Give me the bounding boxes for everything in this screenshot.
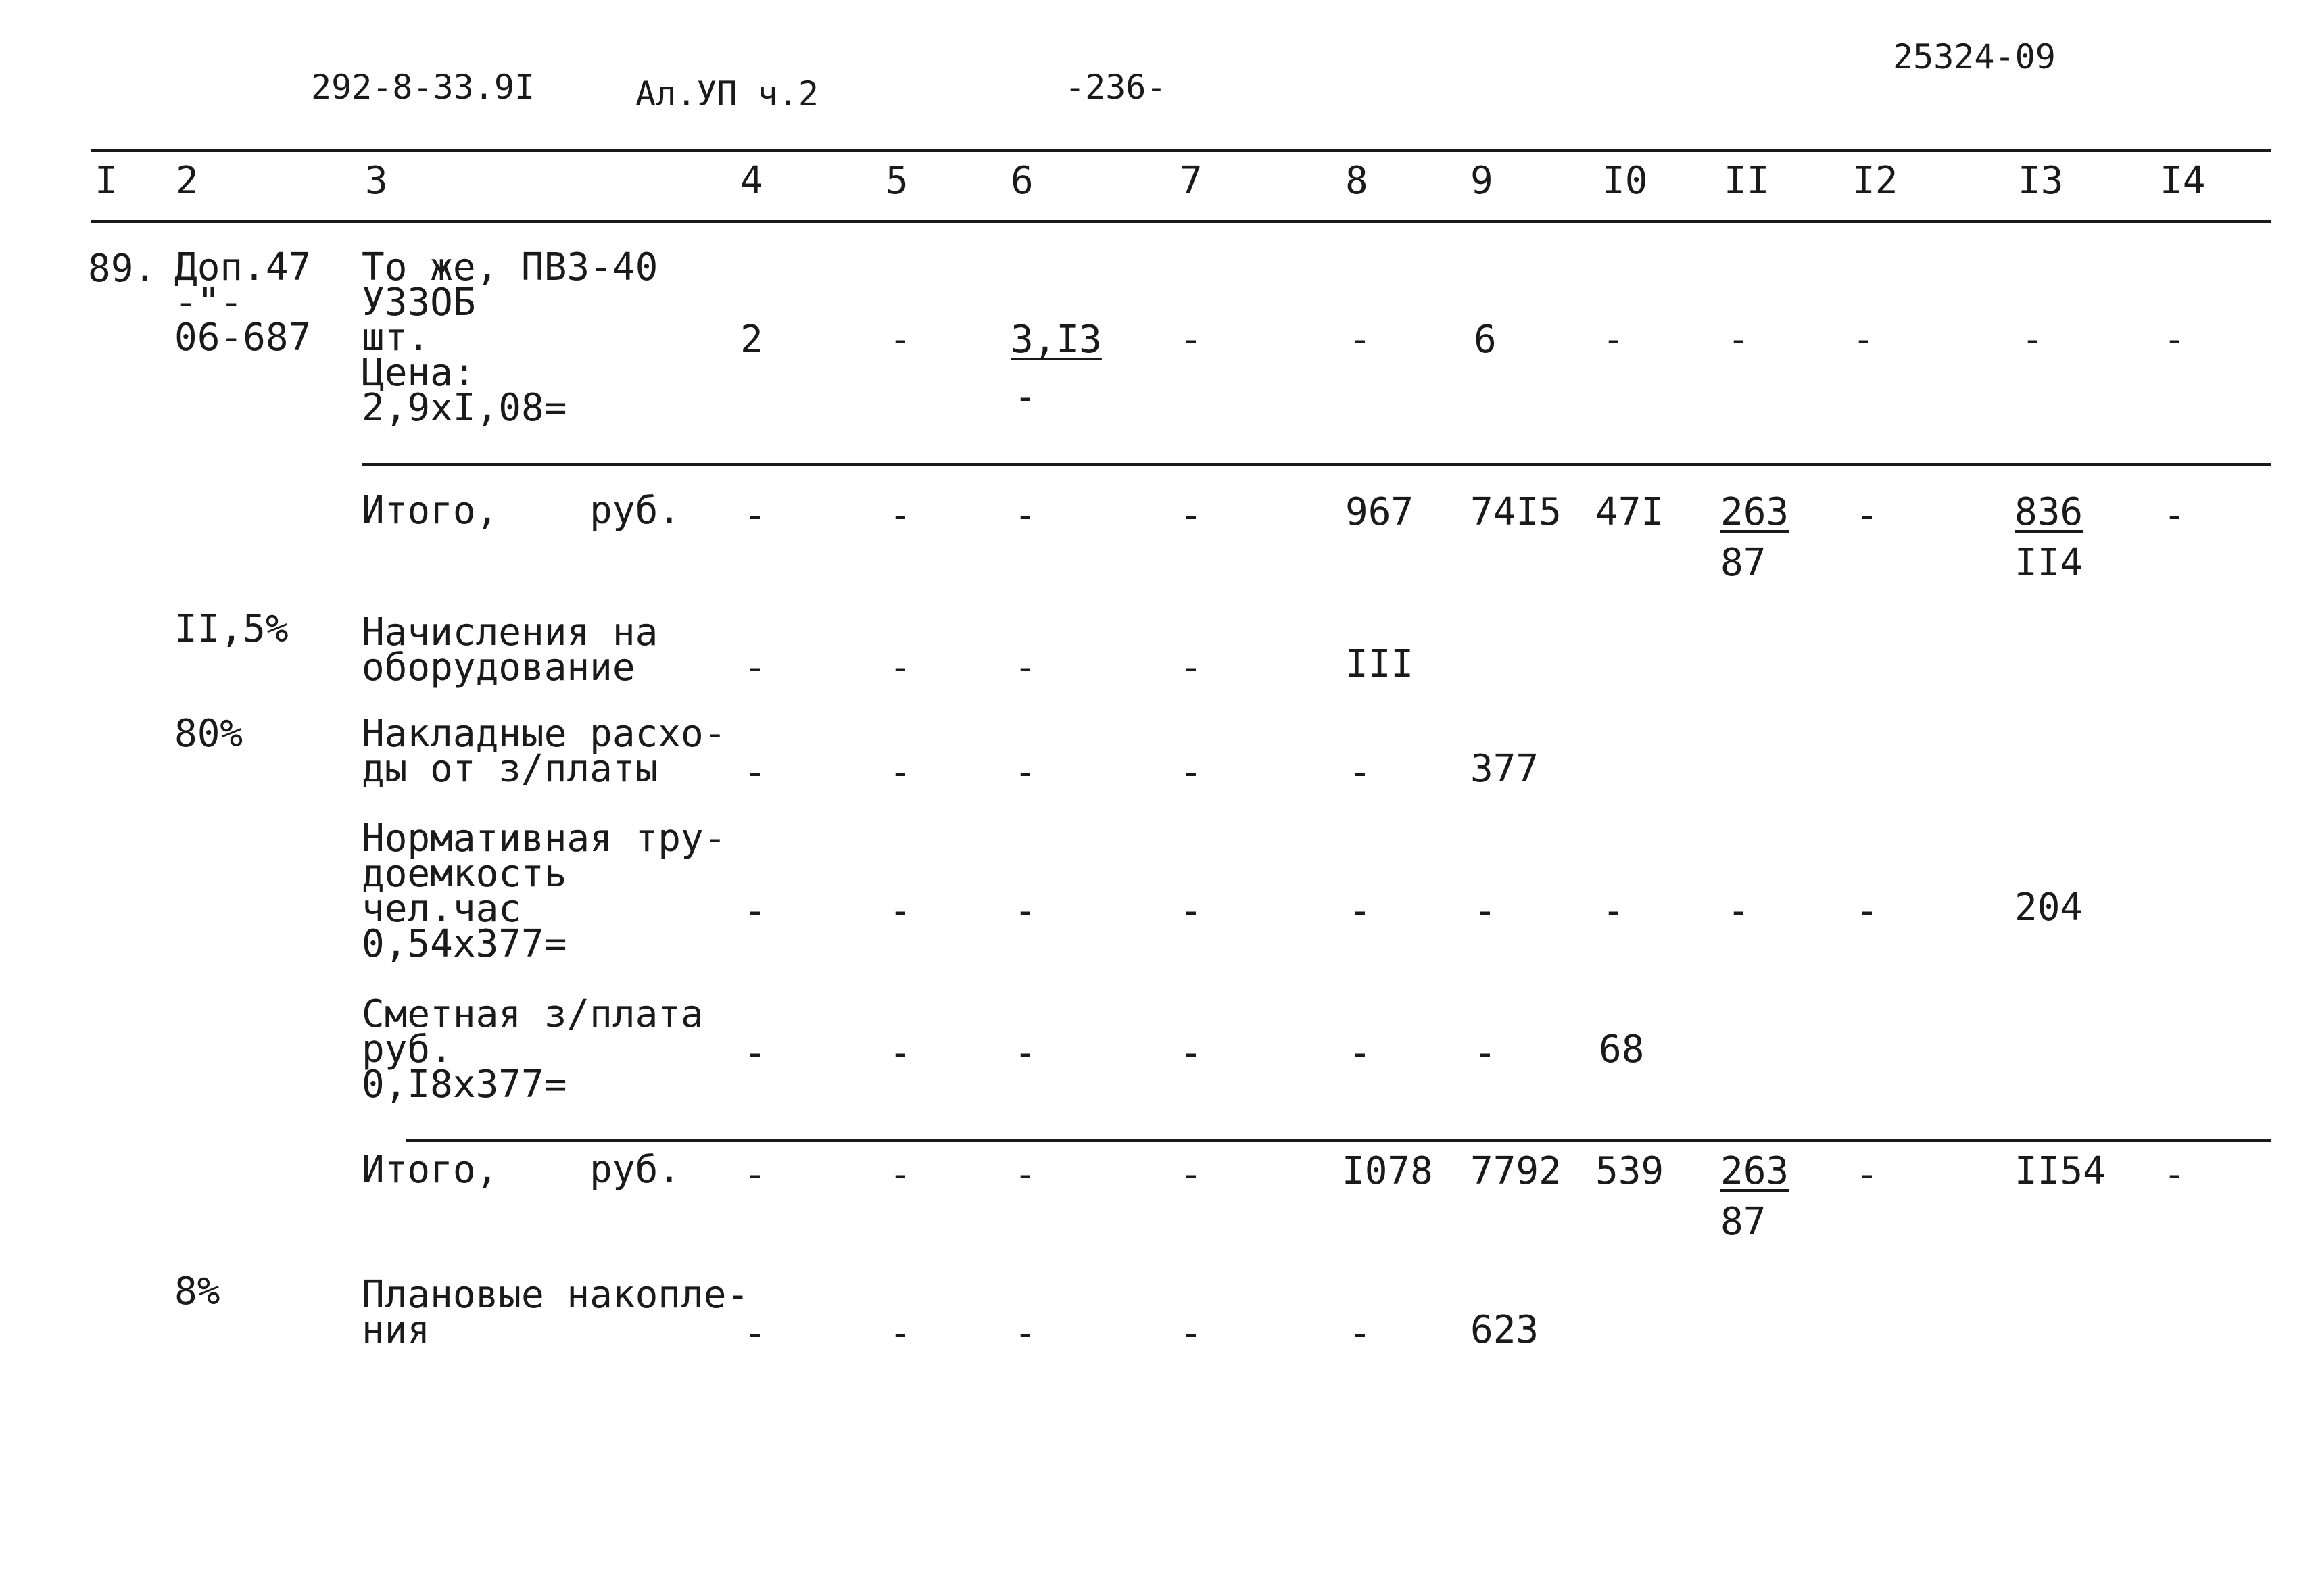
cell-col8: I078	[1342, 1149, 1433, 1193]
cell-col5: -	[889, 750, 912, 794]
cell-col11-denominator: 87	[1720, 541, 1766, 585]
cell-col7: -	[1180, 646, 1203, 690]
cell-col11: -	[1727, 889, 1750, 933]
cell-col12: -	[1856, 1153, 1879, 1196]
row-description: Начисления на оборудование	[362, 610, 658, 690]
cell-col5: -	[889, 493, 912, 537]
cell-col10: 68	[1599, 1027, 1645, 1071]
cell-col8: -	[1349, 889, 1372, 933]
subtotal-rule	[362, 463, 2271, 466]
header-bottom-rule	[91, 220, 2271, 223]
cell-col13: -	[2021, 318, 2044, 362]
cell-col6: -	[1014, 646, 1037, 690]
album-label: Ал.УП ч.2	[635, 74, 819, 114]
cell-col14: -	[2163, 318, 2186, 362]
col-header-1: I	[95, 159, 118, 203]
cell-col12: -	[1856, 889, 1879, 933]
cell-col5: -	[889, 646, 912, 690]
cell-col7: -	[1180, 889, 1203, 933]
archive-number: 25324-09	[1893, 37, 2056, 76]
cell-col12: -	[1856, 493, 1879, 537]
cell-col4: -	[744, 493, 767, 537]
col-header-6: 6	[1011, 159, 1034, 203]
col-header-12: I2	[1852, 159, 1898, 203]
cell-col4: -	[744, 1311, 767, 1355]
cell-col6: 3,I3	[1011, 318, 1102, 362]
row-description: Плановые накопле- ния	[362, 1273, 750, 1352]
page-number: -236-	[1065, 68, 1167, 107]
col-header-9: 9	[1470, 159, 1493, 203]
cell-col4: -	[744, 1031, 767, 1075]
cell-col7: -	[1180, 1153, 1203, 1196]
col-header-4: 4	[740, 159, 763, 203]
row-description: Нормативная тру- доемкость чел.час 0,54х377=	[362, 817, 727, 966]
cell-col9: 6	[1474, 318, 1497, 362]
cell-col5: -	[889, 1031, 912, 1075]
cell-col9: 7792	[1470, 1149, 1562, 1193]
col-header-3: 3	[365, 159, 388, 203]
table-top-rule	[91, 149, 2271, 152]
cell-col7: -	[1180, 493, 1203, 537]
cell-col9: 74I5	[1470, 490, 1562, 534]
cell-col6: -	[1014, 1031, 1037, 1075]
cell-col5: -	[889, 1153, 912, 1196]
col-header-10: I0	[1602, 159, 1648, 203]
cell-col8: -	[1349, 1311, 1372, 1355]
cell-col7: -	[1180, 1031, 1203, 1075]
total-rule	[406, 1139, 2271, 1142]
cell-col6: -	[1014, 889, 1037, 933]
row-description: Итого, руб.	[362, 1148, 681, 1192]
cell-col13: 204	[2015, 886, 2083, 929]
col-header-11: II	[1724, 159, 1770, 203]
cell-col10: 47I	[1595, 490, 1664, 534]
row-basis: 80%	[174, 712, 243, 756]
cell-col4: 2	[740, 318, 763, 362]
cell-col9: -	[1474, 889, 1497, 933]
cell-col9: 623	[1470, 1308, 1539, 1352]
col-header-13: I3	[2018, 159, 2064, 203]
cell-col11-numerator: 263	[1720, 490, 1789, 534]
cell-col6: -	[1014, 493, 1037, 537]
cell-col7: -	[1180, 1311, 1203, 1355]
cell-col11-denominator: 87	[1720, 1200, 1766, 1244]
row-description: То же, ПВЗ-40 УЗЗОБ шт. Цена: 2,9хI,08=	[362, 245, 658, 430]
col-header-8: 8	[1345, 159, 1368, 203]
cell-col13-numerator: 836	[2015, 490, 2083, 534]
row-basis: II,5%	[174, 607, 289, 651]
col-header-2: 2	[176, 159, 199, 203]
col-header-7: 7	[1180, 159, 1203, 203]
cell-col8: III	[1345, 642, 1414, 686]
row-description: Сметная з/плата руб. 0,I8х377=	[362, 992, 704, 1107]
cell-col5: -	[889, 1311, 912, 1355]
row-number: 89.	[88, 247, 157, 291]
col-header-14: I4	[2160, 159, 2206, 203]
cell-col4: -	[744, 889, 767, 933]
cell-col6: -	[1014, 750, 1037, 794]
cell-col6-bottom: -	[1014, 375, 1037, 419]
cell-col4: -	[744, 1153, 767, 1196]
cell-col8: 967	[1345, 490, 1414, 534]
cell-col5: -	[889, 889, 912, 933]
cell-col4: -	[744, 750, 767, 794]
cell-col6: -	[1014, 1311, 1037, 1355]
cell-col14: -	[2163, 493, 2186, 537]
cell-col9: -	[1474, 1031, 1497, 1075]
cell-col13-denominator: II4	[2015, 541, 2083, 585]
row-basis: 8%	[174, 1269, 220, 1313]
cell-col10: -	[1602, 318, 1625, 362]
cell-col7: -	[1180, 750, 1203, 794]
cell-col12: -	[1852, 318, 1875, 362]
document-code: 292-8-33.9I	[311, 68, 535, 107]
col-header-5: 5	[886, 159, 909, 203]
cell-col9: 377	[1470, 747, 1539, 791]
cell-col10: 539	[1595, 1149, 1664, 1193]
row-description: Итого, руб.	[362, 489, 681, 533]
cell-col11: -	[1727, 318, 1750, 362]
cell-col5: -	[889, 318, 912, 362]
row-description: Накладные расхо- ды от з/платы	[362, 712, 727, 791]
cell-col13: II54	[2015, 1149, 2106, 1193]
cell-col8: -	[1349, 318, 1372, 362]
cell-col8: -	[1349, 1031, 1372, 1075]
cell-col6: -	[1014, 1153, 1037, 1196]
cell-col10: -	[1602, 889, 1625, 933]
cell-col7: -	[1180, 318, 1203, 362]
cell-col4: -	[744, 646, 767, 690]
cell-col11-numerator: 263	[1720, 1149, 1789, 1193]
cell-col8: -	[1349, 750, 1372, 794]
row-basis: Доп.47 -"- 06-687	[174, 245, 312, 360]
cell-col14: -	[2163, 1153, 2186, 1196]
